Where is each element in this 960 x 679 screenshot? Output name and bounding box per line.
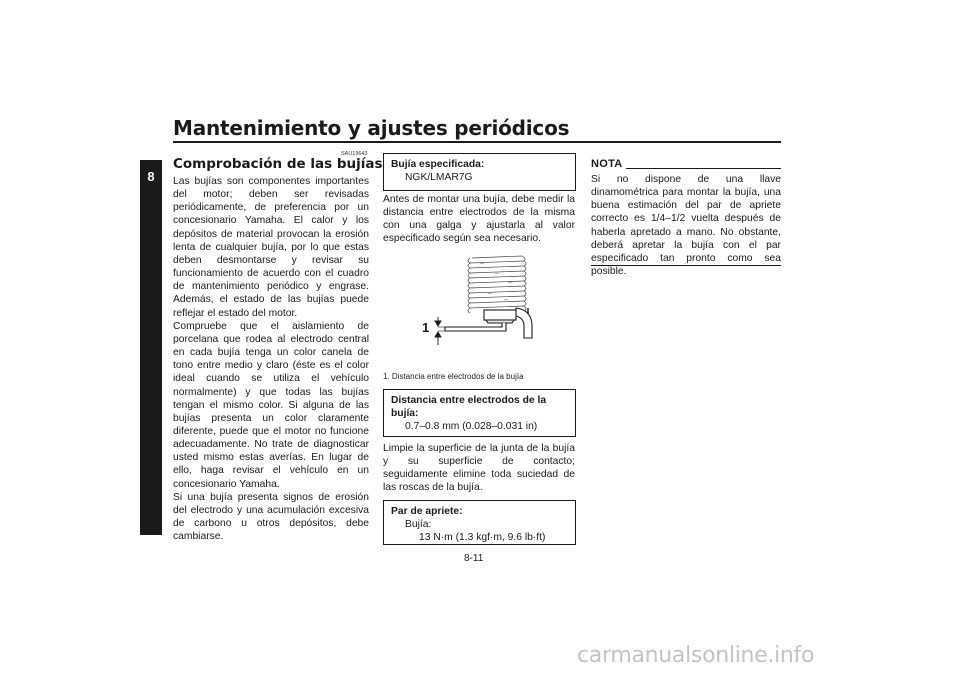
title-rule — [173, 141, 781, 143]
spec-box-gap — [383, 389, 576, 437]
paragraph: Si una bujía presenta signos de erosión del electrodo y una acumulación excesiva de carbono u otros depósitos, debe cambiarse. — [173, 491, 369, 543]
spark-plug-illustration — [400, 250, 550, 365]
clean-paragraph: Limpie la superficie de la junta de la bujía y su superficie de contacto; seguidamente elimine toda suciedad de las roscas de la bujía. — [383, 443, 575, 494]
spec-label: Par de apriete: — [391, 506, 463, 517]
spec-item: Bujía: — [405, 519, 432, 530]
spec-box-torque — [383, 500, 576, 545]
spec-box-plug — [383, 153, 576, 191]
note-heading: NOTA — [591, 158, 623, 170]
paragraph: Las bujías son componentes importantes del motor; deben ser revisadas periódicamente, de preferencia por un concesionario Yamaha. El calor y los depósitos de material provocan la erosión lenta de cualquier bujía, por lo que estas deben desmontarse y revisar su funcionamiento de acuerdo con el cuadro de mantenimiento periódico y engrase. Además, el estado de las bujías puede reflejar el estado del motor. — [173, 176, 369, 319]
gap-paragraph: Antes de montar una bujía, debe medir la distancia entre electrodos de la misma con una galga y ajustarla al valor especificado según sea necesario. — [383, 194, 575, 245]
note-text: Si no dispone de una llave dinamométrica para montar la bujía, una buena estimación del par de apriete correcto es 1/4–1/2 vuelta después de haberla apretado a mano. No obstante, deberá apretar la bujía con el par especificado tan pronto como sea posible. — [591, 174, 781, 278]
spec-label: Distancia entre electrodos de la bujía: — [391, 395, 547, 419]
spark-plug-figure — [400, 250, 550, 365]
page-number: 8-11 — [464, 553, 484, 564]
note-rule-bottom — [591, 265, 781, 266]
reference-code: SAU19643 — [341, 151, 368, 157]
note-rule-top — [626, 168, 781, 169]
spec-label: Bujía especificada: — [391, 159, 485, 170]
chapter-tab: 8 — [140, 160, 162, 535]
spec-value: 0.7–0.8 mm (0.028–0.031 in) — [405, 421, 538, 432]
chapter-title: Mantenimiento y ajustes periódicos — [173, 116, 570, 140]
figure-callout: 1 — [422, 320, 430, 335]
figure-caption: 1. Distancia entre electrodos de la bujía — [383, 372, 524, 381]
section-body — [173, 175, 369, 543]
spec-value: 13 N·m (1.3 kgf·m, 9.6 lb·ft) — [419, 532, 546, 543]
spec-value: NGK/LMAR7G — [405, 172, 473, 183]
watermark: carmanualsonline.info — [577, 643, 815, 668]
section-title: Comprobación de las bujías — [173, 156, 383, 172]
paragraph: Compruebe que el aislamiento de porcelana que rodea al electrodo central en cada bujía tenga un color canela de tono entre medio y claro (éste es el color ideal cuando se utiliza el vehículo normalmente) y que todas las bujías tengan el mismo color. Si alguna de las bujías presenta un color claramente diferente, puede que el motor no funcione adecuadamente. No trate de diagnosticar usted mismo estas averías. En lugar de ello, haga revisar el vehículo en un concesionario Yamaha. — [173, 320, 369, 490]
